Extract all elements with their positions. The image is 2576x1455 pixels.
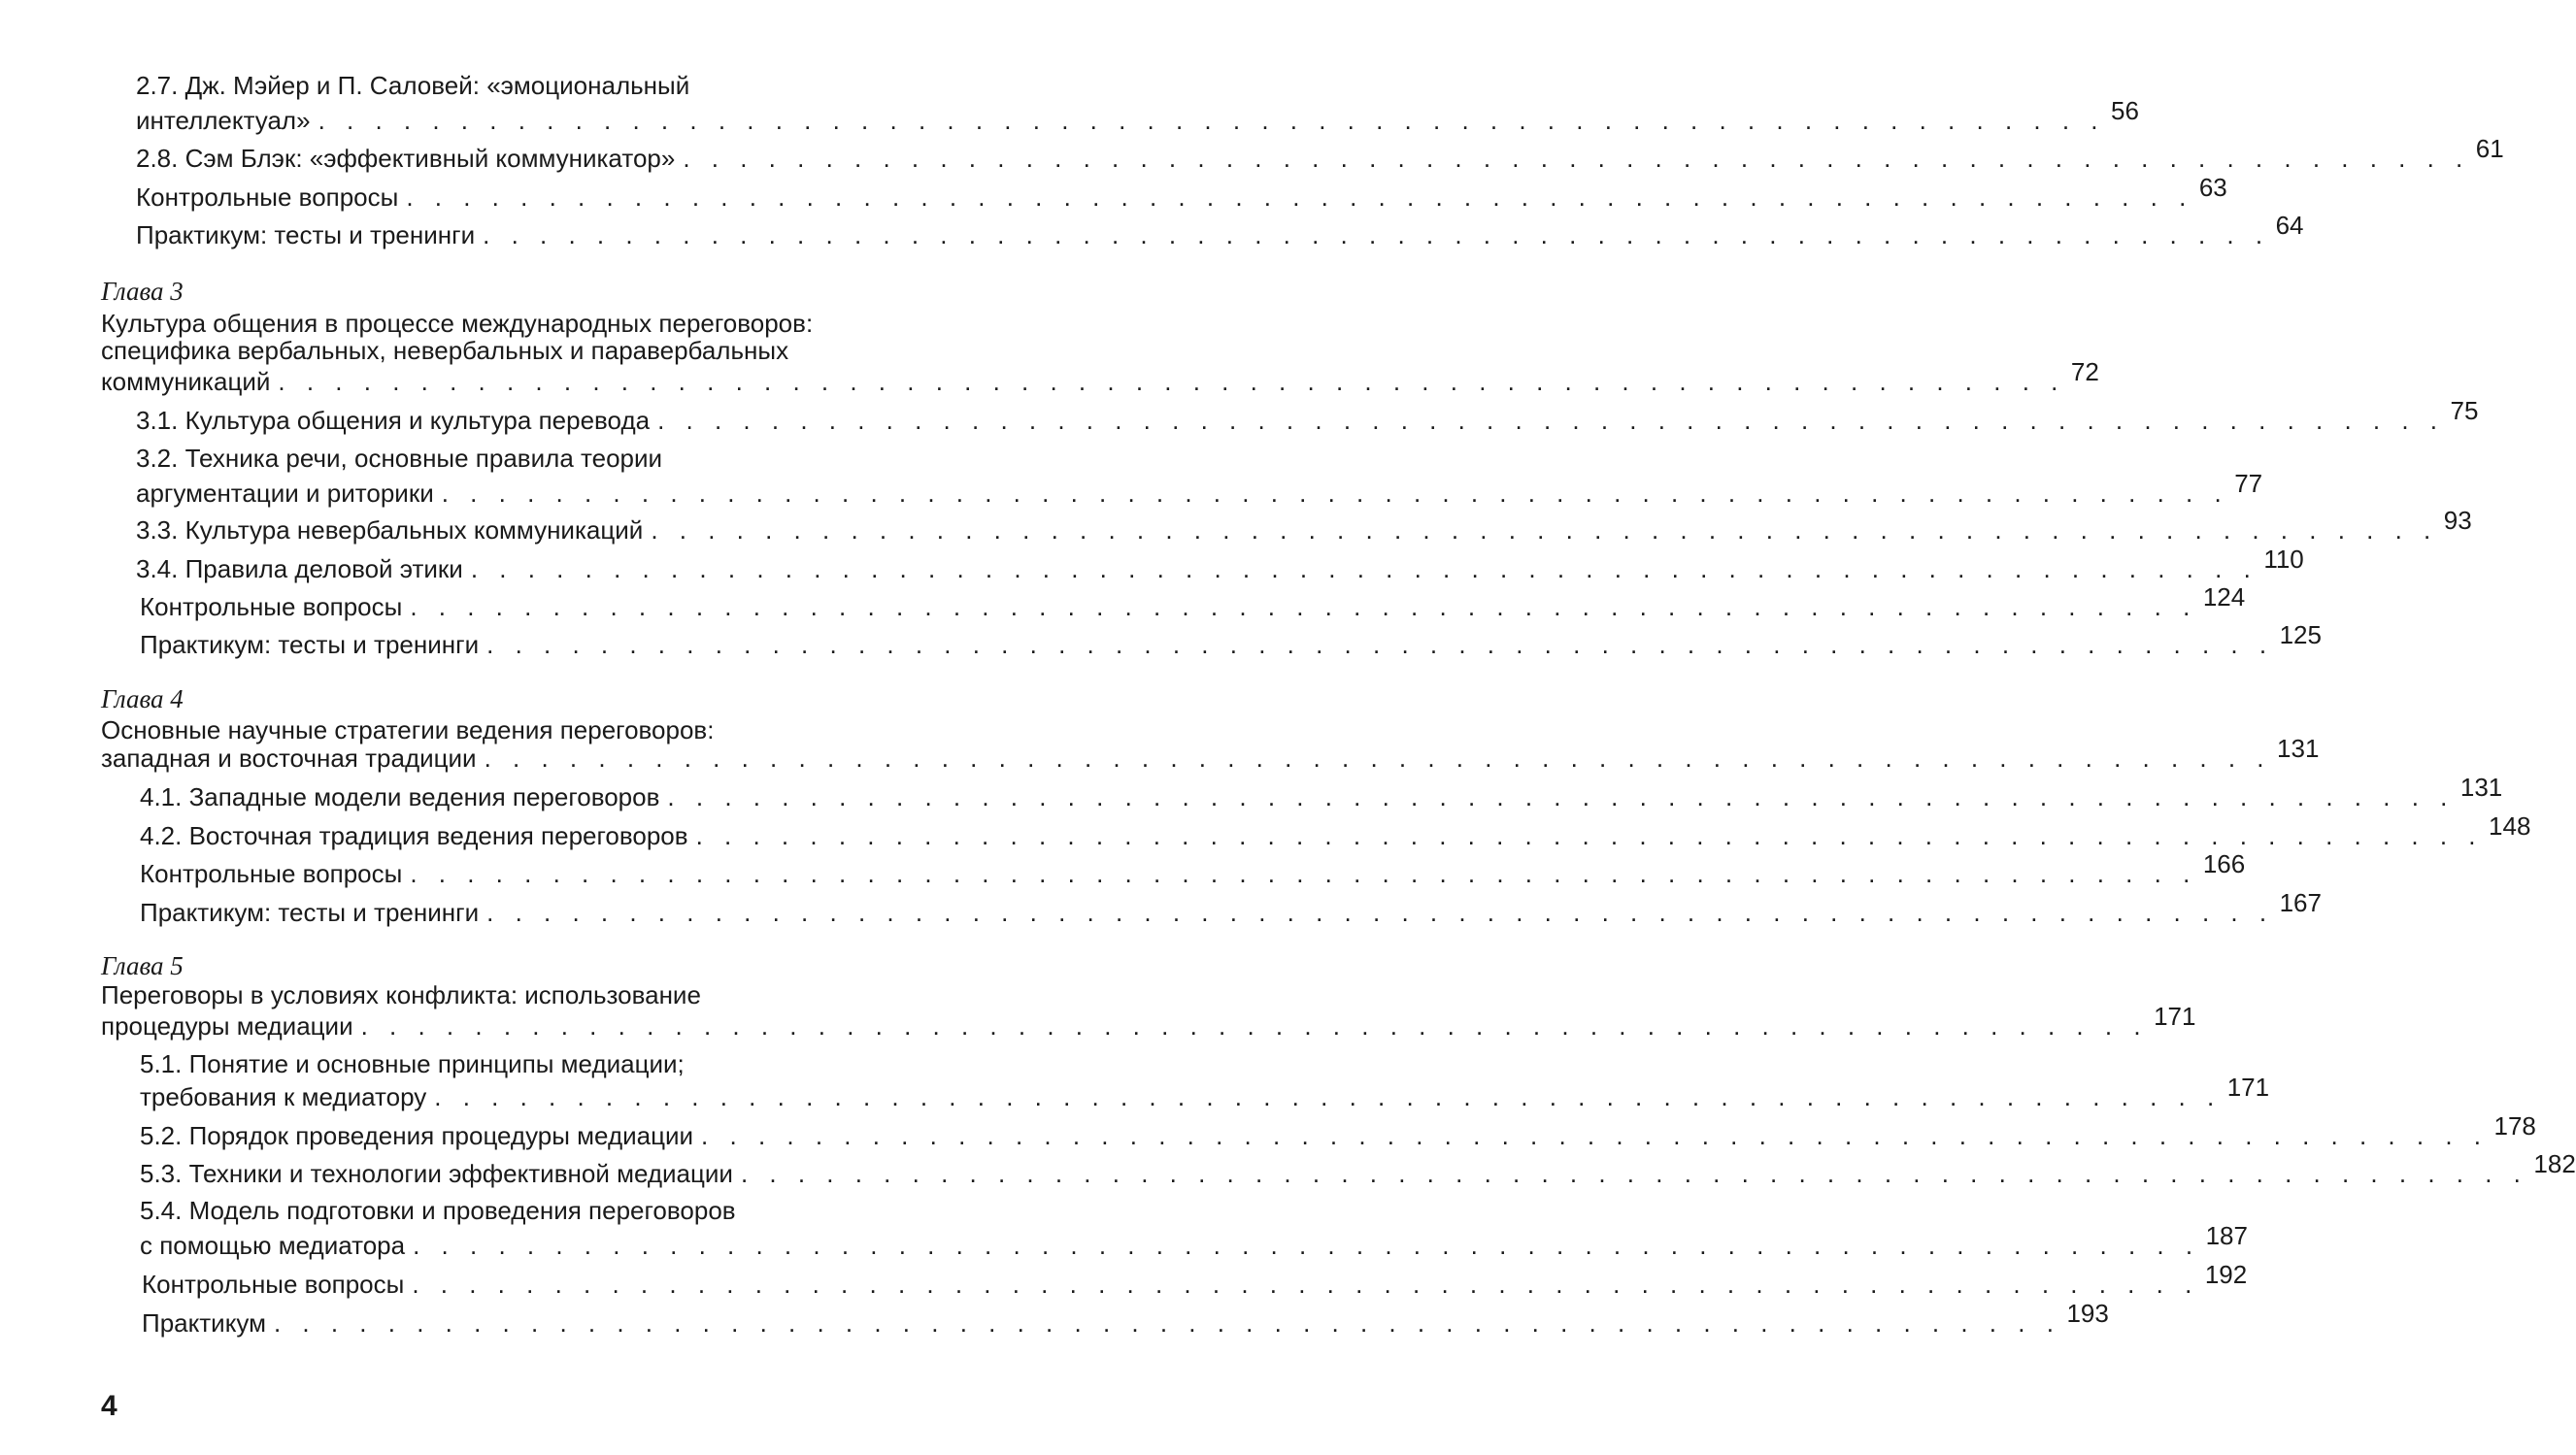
page-number: 171 xyxy=(2154,1002,2196,1031)
toc-entry-ch5-practicum[interactable] xyxy=(142,1299,2109,1340)
page-number: 187 xyxy=(2205,1221,2248,1250)
page-number: 167 xyxy=(2279,888,2322,917)
dot-leader: . . . . . . . . . . . . . . . . . . . . . . . . . . . . . . . . . . . . . . . . . . . . . . . . . . . . . . . . . . . . . . . xyxy=(360,1011,2149,1041)
page-number: 182 xyxy=(2533,1149,2576,1178)
toc-entry-text: 3.4. Правила деловой этики xyxy=(136,554,463,583)
chapter-title-5-line1: Переговоры в условиях конфликта: использование xyxy=(101,980,701,1009)
page-number: 72 xyxy=(2070,357,2099,386)
dot-leader: . . . . . . . . . . . . . . . . . . . . . . . . . . . . . . . . . . . . . . . . . . . . . . . . . . . . . . . . . . . . . . . xyxy=(486,630,2274,659)
dot-leader: . . . . . . . . . . . . . . . . . . . . . . . . . . . . . . . . . . . . . . . . . . . . . . . . . . . . . . . . . . . . . . . xyxy=(434,1082,2222,1111)
page-number: 77 xyxy=(2234,469,2263,498)
dot-leader: . . . . . . . . . . . . . . . . . . . . . . . . . . . . . . . . . . . . . . . . . . . . . . . . . . . . . . . . . . . . . . . xyxy=(273,1308,2061,1338)
chapter-label-5: Глава 5 xyxy=(101,951,184,980)
dot-leader: . . . . . . . . . . . . . . . . . . . . . . . . . . . . . . . . . . . . . . . . . . . . . . . . . . . . . . . . . . . . . . . xyxy=(413,1231,2200,1260)
toc-entry-text: Практикум: тесты и тренинги xyxy=(140,630,480,659)
toc-entry-ch4-practicum[interactable] xyxy=(140,888,2322,930)
dot-leader: . . . . . . . . . . . . . . . . . . . . . . . . . . . . . . . . . . . . . . . . . . . . . . . . . . . . . . . . . . . . . . . xyxy=(657,406,2445,435)
toc-entry-text: 5.2. Порядок проведения процедуры медиации xyxy=(140,1121,694,1150)
toc-entry-3-4[interactable] xyxy=(136,545,2304,586)
toc-entry-4-1[interactable] xyxy=(140,773,2503,814)
toc-entry-ch4-questions[interactable] xyxy=(140,849,2246,891)
toc-entry-3-3[interactable] xyxy=(136,506,2472,547)
toc-entry-chapter-3[interactable] xyxy=(101,357,2099,399)
toc-entry-text: 5.3. Техники и технологии эффективной медиации xyxy=(140,1159,733,1188)
toc-entry-text: Практикум: тесты и тренинги xyxy=(136,220,476,249)
page-number: 171 xyxy=(2226,1073,2270,1102)
toc-entry-5-4[interactable] xyxy=(140,1221,2248,1263)
chapter-title-3-line2: специфика вербальных, невербальных и паравербальных xyxy=(101,336,789,365)
dot-leader: . . . . . . . . . . . . . . . . . . . . . . . . . . . . . . . . . . . . . . . . . . . . . . . . . . . . . . . . . . . . . . . xyxy=(667,782,2455,811)
page-number: 148 xyxy=(2489,811,2531,841)
dot-leader: . . . . . . . . . . . . . . . . . . . . . . . . . . . . . . . . . . . . . . . . . . . . . . . . . . . . . . . . . . . . . . . xyxy=(318,106,2106,135)
dot-leader: . . . . . . . . . . . . . . . . . . . . . . . . . . . . . . . . . . . . . . . . . . . . . . . . . . . . . . . . . . . . . . . xyxy=(740,1159,2528,1188)
dot-leader: . . . . . . . . . . . . . . . . . . . . . . . . . . . . . . . . . . . . . . . . . . . . . . . . . . . . . . . . . . . . . . . xyxy=(410,859,2197,888)
dot-leader: . . . . . . . . . . . . . . . . . . . . . . . . . . . . . . . . . . . . . . . . . . . . . . . . . . . . . . . . . . . . . . . xyxy=(483,220,2270,249)
page-number: 64 xyxy=(2275,211,2304,240)
dot-leader: . . . . . . . . . . . . . . . . . . . . . . . . . . . . . . . . . . . . . . . . . . . . . . . . . . . . . . . . . . . . . . . xyxy=(406,182,2193,212)
dot-leader: . . . . . . . . . . . . . . . . . . . . . . . . . . . . . . . . . . . . . . . . . . . . . . . . . . . . . . . . . . . . . . . xyxy=(412,1270,2199,1299)
toc-entry-text: Практикум xyxy=(142,1308,266,1338)
page-number: 178 xyxy=(2493,1111,2536,1141)
page-number: 125 xyxy=(2279,620,2322,649)
dot-leader: . . . . . . . . . . . . . . . . . . . . . . . . . . . . . . . . . . . . . . . . . . . . . . . . . . . . . . . . . . . . . . . xyxy=(278,367,2065,396)
page-number: 93 xyxy=(2443,506,2472,535)
toc-entry-chapter-4[interactable] xyxy=(101,734,2320,776)
toc-entry-ch2-questions[interactable] xyxy=(136,173,2227,215)
chapter-title-4-line1: Основные научные стратегии ведения переговоров: xyxy=(101,715,715,744)
toc-entry-text: Контрольные вопросы xyxy=(140,592,403,621)
toc-entry-ch3-practicum[interactable] xyxy=(140,620,2322,662)
page-number: 131 xyxy=(2459,773,2503,802)
toc-entry-chapter-5[interactable] xyxy=(101,1002,2196,1043)
chapter-label-4: Глава 4 xyxy=(101,684,184,713)
toc-entry-text: с помощью медиатора xyxy=(140,1231,406,1260)
toc-entry-3-1[interactable] xyxy=(136,396,2479,438)
page-number: 61 xyxy=(2475,134,2504,163)
toc-entry-text: 3.1. Культура общения и культура перевода xyxy=(136,406,651,435)
dot-leader: . . . . . . . . . . . . . . . . . . . . . . . . . . . . . . . . . . . . . . . . . . . . . . . . . . . . . . . . . . . . . . . xyxy=(470,554,2258,583)
toc-entry-text: процедуры медиации xyxy=(101,1011,353,1041)
dot-leader: . . . . . . . . . . . . . . . . . . . . . . . . . . . . . . . . . . . . . . . . . . . . . . . . . . . . . . . . . . . . . . . xyxy=(486,898,2274,927)
page-folio: 4 xyxy=(101,1390,117,1422)
toc-entry-5-1[interactable] xyxy=(140,1073,2270,1114)
dot-leader: . . . . . . . . . . . . . . . . . . . . . . . . . . . . . . . . . . . . . . . . . . . . . . . . . . . . . . . . . . . . . . . xyxy=(701,1121,2489,1150)
toc-entry-text: 4.1. Западные модели ведения переговоров xyxy=(140,782,660,811)
dot-leader: . . . . . . . . . . . . . . . . . . . . . . . . . . . . . . . . . . . . . . . . . . . . . . . . . . . . . . . . . . . . . . . xyxy=(651,515,2438,545)
page-number: 110 xyxy=(2263,545,2304,574)
toc-entry-3-2-line1: 3.2. Техника речи, основные правила теории xyxy=(136,444,663,473)
toc-entry-text: интеллектуал» xyxy=(136,106,311,135)
toc-entry-5-4-line1: 5.4. Модель подготовки и проведения переговоров xyxy=(140,1196,736,1225)
toc-entry-text: 3.3. Культура невербальных коммуникаций xyxy=(136,515,644,545)
toc-entry-text: Контрольные вопросы xyxy=(136,182,399,212)
page-number: 75 xyxy=(2450,396,2479,425)
toc-entry-text: коммуникаций xyxy=(101,367,271,396)
page-number: 56 xyxy=(2111,96,2139,125)
toc-entry-3-2[interactable] xyxy=(136,469,2263,511)
toc-entry-text: Контрольные вопросы xyxy=(142,1270,405,1299)
toc-entry-2-8[interactable] xyxy=(136,134,2504,176)
toc-entry-ch3-questions[interactable] xyxy=(140,582,2246,624)
page-number: 63 xyxy=(2198,173,2227,202)
dot-leader: . . . . . . . . . . . . . . . . . . . . . . . . . . . . . . . . . . . . . . . . . . . . . . . . . . . . . . . . . . . . . . . xyxy=(484,744,2272,773)
toc-entry-2-7-line1: 2.7. Дж. Мэйер и П. Саловей: «эмоциональный xyxy=(136,71,690,100)
toc-entry-2-7[interactable] xyxy=(136,96,2139,138)
toc-entry-text: Практикум: тесты и тренинги xyxy=(140,898,480,927)
page-number: 192 xyxy=(2204,1260,2248,1289)
chapter-title-3-line1: Культура общения в процессе международных переговоров: xyxy=(101,309,814,338)
toc-entry-text: 2.8. Сэм Блэк: «эффективный коммуникатор» xyxy=(136,144,676,173)
page-number: 166 xyxy=(2202,849,2246,878)
toc-entry-5-2[interactable] xyxy=(140,1111,2536,1153)
dot-leader: . . . . . . . . . . . . . . . . . . . . . . . . . . . . . . . . . . . . . . . . . . . . . . . . . . . . . . . . . . . . . . . xyxy=(683,144,2470,173)
toc-entry-text: Контрольные вопросы xyxy=(140,859,403,888)
toc-entry-text: западная и восточная традиции xyxy=(101,744,477,773)
page-number: 131 xyxy=(2277,734,2320,763)
dot-leader: . . . . . . . . . . . . . . . . . . . . . . . . . . . . . . . . . . . . . . . . . . . . . . . . . . . . . . . . . . . . . . . xyxy=(410,592,2197,621)
chapter-label-3: Глава 3 xyxy=(101,277,184,306)
page-number: 124 xyxy=(2202,582,2246,612)
page-number: 193 xyxy=(2066,1299,2109,1328)
toc-entry-ch5-questions[interactable] xyxy=(142,1260,2248,1302)
toc-entry-5-3[interactable] xyxy=(140,1149,2576,1191)
toc-entry-text: аргументации и риторики xyxy=(136,479,434,508)
toc-entry-text: 4.2. Восточная традиция ведения переговоров xyxy=(140,821,688,850)
toc-entry-4-2[interactable] xyxy=(140,811,2531,853)
dot-leader: . . . . . . . . . . . . . . . . . . . . . . . . . . . . . . . . . . . . . . . . . . . . . . . . . . . . . . . . . . . . . . . xyxy=(441,479,2229,508)
toc-entry-ch2-practicum[interactable] xyxy=(136,211,2304,252)
toc-entry-5-1-line1: 5.1. Понятие и основные принципы медиации; xyxy=(140,1049,685,1078)
dot-leader: . . . . . . . . . . . . . . . . . . . . . . . . . . . . . . . . . . . . . . . . . . . . . . . . . . . . . . . . . . . . . . . xyxy=(695,821,2484,850)
toc-entry-text: требования к медиатору xyxy=(140,1082,427,1111)
